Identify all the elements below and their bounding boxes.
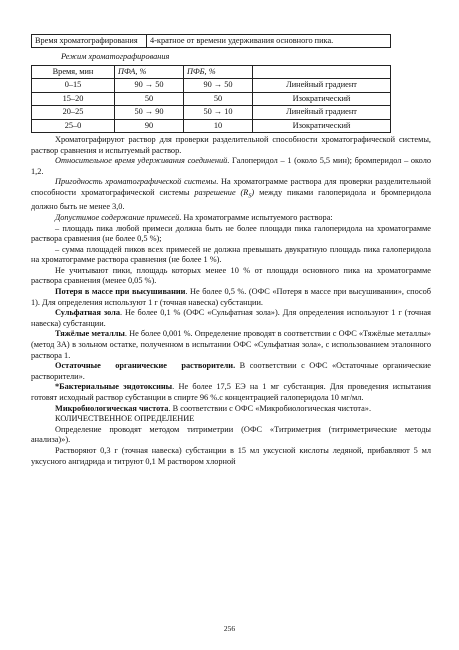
chromatography-time-table (31, 34, 391, 48)
table-row (32, 106, 391, 120)
table-row (32, 79, 391, 93)
cell: 50 → 90 (115, 106, 184, 120)
text: между пиками галоперидола и бромперидола должно быть не менее 3,0. (31, 188, 432, 212)
header-mode (253, 65, 391, 79)
page-number: 256 (223, 624, 236, 633)
paragraph (31, 156, 431, 177)
paragraph (31, 361, 431, 382)
body-text (31, 135, 431, 467)
cell: 0–15 (32, 79, 115, 93)
mode-title: Режим хроматографирования (61, 52, 170, 61)
cell: 50 (184, 92, 253, 106)
cell: Линейный градиент (253, 79, 391, 93)
paragraph (31, 382, 431, 403)
paragraph: Растворяют 0,3 г (точная навеска) субстанции в 15 мл уксусной кислоты ледяной, прибавляют 5 мл уксусного ангидрида и титруют 0,1 М раствором хлорной (31, 445, 431, 466)
text: . На хроматограмме испытуемого раствора: (179, 212, 333, 222)
cell: 15–20 (32, 92, 115, 106)
cell: 50 (115, 92, 184, 106)
cell: Изократический (253, 119, 391, 133)
table-row (32, 35, 391, 48)
section-heading: Микробиологическая чистота (55, 403, 169, 413)
header-pfb: ПФБ, % (184, 65, 253, 79)
paragraph: Не учитывают пики, площадь которых менее 10 % от площади основного пика на хроматограмме раствора сравнения (менее 0,05 %). (31, 265, 431, 286)
gradient-table (31, 65, 391, 134)
cell: 20–25 (32, 106, 115, 120)
text: . Не более 0,1 % (ОФС «Сульфатная зола»). Для определения используют 1 г (точная навеска) субстанции. (31, 308, 432, 328)
subscript: S (248, 193, 252, 200)
section-heading: Тяжёлые металлы (55, 329, 125, 339)
section-heading: Остаточные органические растворители. (55, 361, 236, 371)
emphasis: Допустимое содержание примесей (55, 212, 180, 222)
paragraph (31, 287, 431, 308)
table-row (32, 119, 391, 133)
text: В соответствии с ОФС «Остаточные органические растворители». (31, 361, 431, 381)
cell: 90 → 50 (184, 79, 253, 93)
text: . Не более 17,5 ЕЭ на 1 мг субстанция. Для проведения испытания готовят исходный раствор субстанции в спирте 96 %.с концентрацией галоперидола 10 мг/мл. (31, 382, 431, 402)
text: . Не более 0,001 %. Определение проводят в соответствии с ОФС «Тяжёлые металлы» (метод 3А) в зольном остатке, полученном в испытании ОФС «Сульфатная зола», с использованием эталонного раствора 1. (31, 329, 431, 360)
paragraph: Определение проводят методом титриметрии (ОФС «Титриметрия (титриметрические методы анализа)»). (31, 424, 431, 445)
emphasis: разрешение (R (194, 188, 249, 198)
emphasis: Пригодность хроматографической системы (55, 177, 217, 187)
table-row (32, 92, 391, 106)
cell: 50 → 10 (184, 106, 253, 120)
document-page (31, 34, 431, 467)
paragraph: – сумма площадей пиков всех примесей не должна превышать двукратную площадь пика галоперидола на хроматограмме раствора сравнения (не более 1 %). (31, 244, 431, 265)
paragraph (31, 329, 431, 361)
paragraph (31, 308, 431, 329)
cell: 90 (115, 119, 184, 133)
text: . В соответствии с ОФС «Микробиологическая чистота». (168, 403, 372, 413)
text: . Не более 0,5 %. (ОФС «Потеря в массе при высушивании», способ 1). Для определения используют 1 г (точная навеска) субстанции. (31, 287, 431, 307)
paragraph (31, 177, 431, 212)
section-heading: *Бактериальные эндотоксины (55, 382, 173, 392)
cell: 90 → 50 (115, 79, 184, 93)
paragraph (31, 404, 431, 415)
section-title: КОЛИЧЕСТВЕННОЕ ОПРЕДЕЛЕНИЕ (55, 414, 195, 424)
cell: Изократический (253, 92, 391, 106)
cell: 10 (184, 119, 253, 133)
text: . На хроматограмме раствора для проверки разделительной способности хроматографической системы (31, 177, 431, 198)
table-cell-value: 4-кратное от времени удерживания основного пика. (147, 35, 391, 48)
emphasis: ) (251, 188, 255, 198)
section-heading: Сульфатная зола (55, 308, 120, 318)
cell: 25–0 (32, 119, 115, 133)
header-time: Время, мин (32, 65, 115, 79)
paragraph (31, 213, 431, 224)
paragraph: Хроматографируют раствор для проверки разделительной способности хроматографической системы, раствор сравнения и испытуемый раствор. (31, 135, 431, 155)
cell: Линейный градиент (253, 106, 391, 120)
section-heading: Потеря в массе при высушивании (55, 287, 186, 297)
table-cell-label: Время хроматографирования (32, 35, 147, 48)
header-pfa: ПФА, % (115, 65, 184, 79)
paragraph: – площадь пика любой примеси должна быть не более площади пика галоперидола на хроматограмме раствора сравнения (не более 0,5 %); (31, 223, 431, 244)
table-header-row (32, 65, 391, 79)
text: . Галоперидол – 1 (около 5,5 мин); бромперидол – около 1,2. (31, 156, 431, 176)
emphasis: Относительное время удерживания соединений (55, 156, 228, 166)
